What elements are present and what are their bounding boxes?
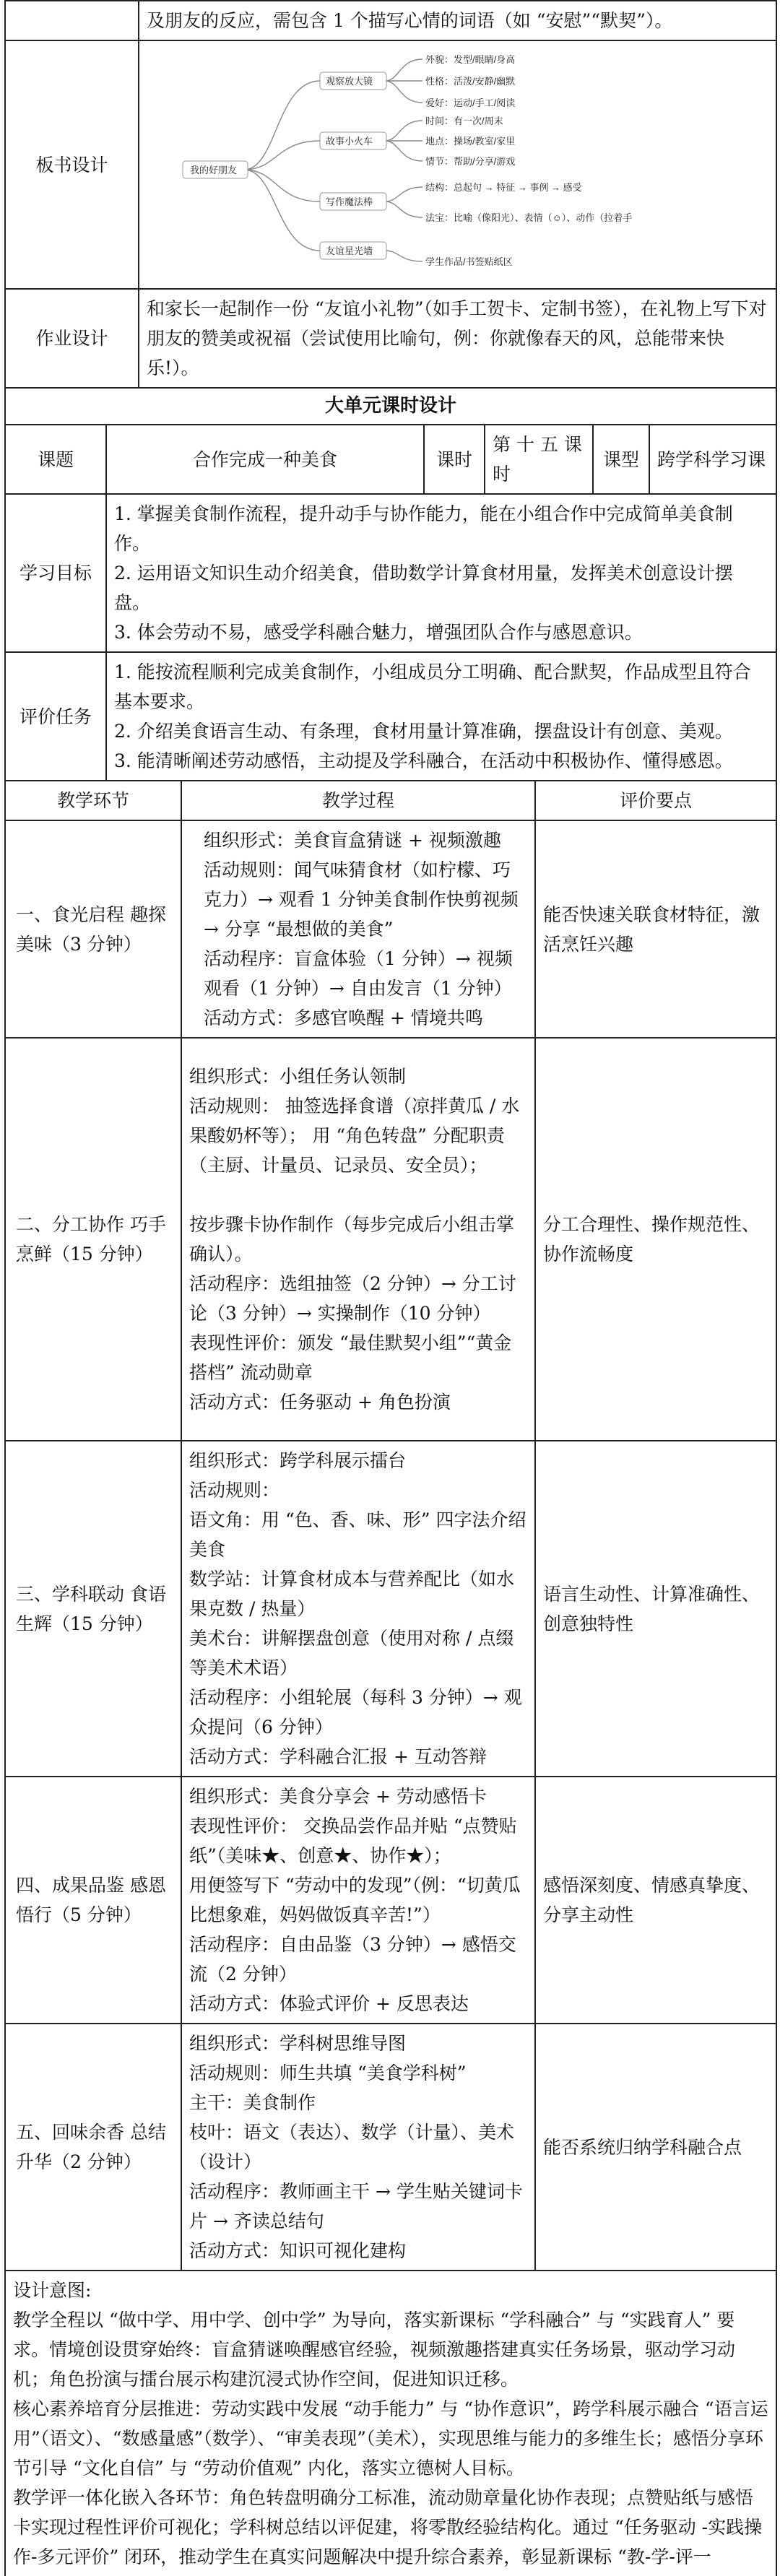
- col-eval-header: 评价要点: [535, 781, 776, 820]
- type-label: 课型: [593, 425, 649, 494]
- unit-title: 大单元课时设计: [5, 388, 776, 425]
- topic-value: 合作完成一种美食: [106, 425, 424, 494]
- process-spacer: [189, 1180, 527, 1210]
- leaf-appearance: 外貌：发型/眼睛/身高: [425, 54, 516, 65]
- leaf-tricks: 法宝：比喻（像阳光）、表情（☺）、动作（拉着手: [425, 212, 633, 223]
- board-design-row: [5, 40, 776, 289]
- stage-eval: 能否快速关联食材特征，激活烹饪兴趣: [535, 820, 776, 1038]
- task-item: 3. 能清晰阐述劳动感悟，主动提及学科融合，在活动中积极协作、懂得感恩。: [114, 750, 733, 771]
- process-line: 美术台：讲解摆盘创意（使用对称 / 点缀等美术术语）: [189, 1628, 514, 1678]
- leaf-time: 时间：有一次/周末: [425, 116, 503, 126]
- goal-item: 1. 掌握美食制作流程，提升动手与协作能力，能在小组合作中完成简单美食制作。: [114, 503, 733, 554]
- process-line: 活动方式：任务驱动 + 角色扮演: [189, 1392, 451, 1413]
- process-table: [4, 780, 777, 2576]
- homework-text: 和家长一起制作一份 “友谊小礼物”（如手工贺卡、定制书签），在礼物上写下对朋友的赞美或祝福（尝试使用比喻句，例：你就像春天的风，总能带来快乐!）。: [139, 289, 776, 388]
- unit-design-table: [4, 387, 777, 781]
- tasks-label: 评价任务: [5, 652, 106, 781]
- process-line: 主干：美食制作: [189, 2092, 316, 2113]
- topic-label: 课题: [5, 425, 106, 494]
- unit-title-row: [5, 388, 776, 425]
- stage-row-4: [5, 1777, 776, 2024]
- leaf-hobby: 爱好：运动/手工/阅读: [425, 97, 516, 108]
- branch-writing: 写作魔法棒: [326, 196, 373, 207]
- process-line: 活动方式：知识可视化建构: [189, 2240, 407, 2261]
- continuation-text: 及朋友的反应，需包含 1 个描写心情的词语（如 “安慰”“默契”）。: [139, 1, 776, 40]
- process-line: 用便签写下 “劳动中的发现”（例：“切黄瓜比想象难，妈妈做饭真辛苦!”）: [189, 1875, 521, 1925]
- process-line: 组织形式：美食盲盒猜谜 + 视频激趣: [204, 830, 501, 851]
- period-value: 第 十 五 课时: [485, 425, 593, 494]
- stage-process: [181, 1777, 535, 2024]
- lesson-plan-table-top: [4, 0, 777, 389]
- stage-name: 二、分工协作 巧手烹鲜（15 分钟）: [5, 1038, 181, 1441]
- process-line: 活动方式：体验式评价 + 反思表达: [189, 1993, 469, 2014]
- homework-row: [5, 289, 776, 388]
- branch-observe: 观察放大镜: [326, 76, 373, 87]
- stage-process: [181, 2024, 535, 2271]
- tasks-row: [5, 652, 776, 781]
- stage-process: [181, 1038, 535, 1441]
- process-header-row: [5, 781, 776, 820]
- leaf-structure: 结构：总起句 → 特征 → 事例 → 感受: [425, 182, 582, 193]
- design-paragraph: 教学全程以 “做中学、用中学、创中学” 为导向，落实新课标 “学科融合” 与 “实践育人” 要求。情境创设贯穿始终：盲盒猜谜唤醒感官经验，视频激趣搭建真实任务场景，驱动学习动机；角色扮演与擂台展示构建沉浸式协作空间，促进知识迁移。: [13, 2310, 736, 2390]
- continuation-row: [5, 1, 776, 40]
- board-design-label: 板书设计: [5, 40, 139, 289]
- stage-row-1: [5, 820, 776, 1038]
- stage-process: [181, 820, 535, 1038]
- goals-row: [5, 494, 776, 652]
- leaf-works: 学生作品/书签贴纸区: [425, 256, 513, 267]
- mindmap-diagram: [139, 41, 775, 279]
- design-paragraph: 核心素养培育分层推进：劳动实践中发展 “动手能力” 与 “协作意识”，跨学科展示融合 “语言运用”（语文）、“数感量感”（数学）、“审美表现”（美术），实现思维与能力的多维生长；感悟分享环节引导 “文化自信” 与 “劳动价值观” 内化，落实立德树人目标。: [13, 2398, 768, 2479]
- task-item: 2. 介绍美食语言生动、有条理，食材用量计算准确，摆盘设计有创意、美观。: [114, 721, 733, 742]
- process-line: 活动程序：小组轮展（每科 3 分钟）→ 观众提问（6 分钟）: [189, 1687, 522, 1738]
- process-line: 枝叶：语文（表达）、数学（计量）、美术（设计）: [189, 2122, 515, 2172]
- process-line: 组织形式：小组任务认领制: [189, 1066, 407, 1087]
- stage-row-2: [5, 1038, 776, 1441]
- stage-eval: 感悟深刻度、情感真挚度、分享主动性: [535, 1777, 776, 2024]
- goals-label: 学习目标: [5, 494, 106, 652]
- stage-name: 四、成果品鉴 感恩悟行（5 分钟）: [5, 1777, 181, 2024]
- col-stage-header: 教学环节: [5, 781, 181, 820]
- stage-row-3: [5, 1441, 776, 1777]
- process-line: 组织形式：跨学科展示擂台: [189, 1450, 407, 1471]
- col-process-header: 教学过程: [181, 781, 535, 820]
- process-line: 活动规则： 抽签选择食谱（凉拌黄瓜 / 水果酸奶杯等）； 用 “角色转盘” 分配职责（主厨、计量员、记录员、安全员）；: [189, 1096, 520, 1176]
- stage-name: 三、学科联动 食语生辉（15 分钟）: [5, 1441, 181, 1777]
- process-line: 语文角：用 “色、香、味、形” 四字法介绍美食: [189, 1509, 526, 1560]
- homework-label: 作业设计: [5, 289, 139, 388]
- stage-eval: 语言生动性、计算准确性、创意独特性: [535, 1441, 776, 1777]
- stage-name: 五、回味余香 总结升华（2 分钟）: [5, 2024, 181, 2271]
- goals-cell: [106, 494, 776, 652]
- process-line: 组织形式：美食分享会 + 劳动感悟卡: [189, 1786, 487, 1807]
- goal-item: 3. 体会劳动不易，感受学科融合魅力，增强团队合作与感恩意识。: [114, 622, 643, 643]
- process-line: 活动方式：学科融合汇报 + 互动答辩: [189, 1746, 487, 1767]
- design-intent-label: 设计意图:: [13, 2280, 92, 2301]
- process-line: 活动规则：师生共填 “美食学科树”: [189, 2063, 467, 2083]
- process-line: 活动方式：多感官唤醒 + 情境共鸣: [204, 1007, 483, 1028]
- topic-row: [5, 425, 776, 494]
- process-line: 活动程序：选组抽签（2 分钟）→ 分工讨论（3 分钟）→ 实操制作（10 分钟）: [189, 1273, 516, 1324]
- process-line: 活动程序：教师画主干 → 学生贴关键词卡片 → 齐读总结句: [189, 2181, 523, 2232]
- design-intent-cell: [5, 2271, 776, 2576]
- stage-row-5: [5, 2024, 776, 2271]
- leaf-personality: 性格：活泼/安静/幽默: [425, 76, 516, 87]
- process-line: 表现性评价：颁发 “最佳默契小组”“黄金搭档” 流动勋章: [189, 1332, 512, 1383]
- design-paragraph: 教学评一体化嵌入各环节：角色转盘明确分工标准，流动勋章量化协作表现；点赞贴纸与感悟卡实现过程性评价可视化；学科树总结以评促建，将零散经验结构化。通过 “任务驱动 -实践操作-多元评价” 闭环，推动学生在真实问题解决中提升综合素养，彰显新课标 “教-学-评一: [13, 2487, 763, 2567]
- type-value: 跨学科学习课: [649, 425, 776, 494]
- stage-name: 一、食光启程 趣探美味（3 分钟）: [5, 820, 181, 1038]
- goal-item: 2. 运用语文知识生动介绍美食，借助数学计算食材用量，发挥美术创意设计摆盘。: [114, 563, 733, 613]
- design-intent-row: [5, 2271, 776, 2576]
- period-label: 课时: [424, 425, 485, 494]
- branch-wall: 友谊星光墙: [326, 246, 373, 256]
- process-line: 组织形式：学科树思维导图: [189, 2033, 407, 2054]
- mindmap-cell: [139, 40, 776, 289]
- process-line: 按步骤卡协作制作（每步完成后小组击掌确认）。: [189, 1214, 515, 1265]
- leaf-plot: 情节：帮助/分享/游戏: [425, 156, 516, 167]
- process-line: 表现性评价： 交换品尝作品并贴 “点赞贴纸”（美味★、创意★、协作★）；: [189, 1816, 517, 1866]
- process-line: 活动程序：自由品鉴（3 分钟）→ 感悟交流（2 分钟）: [189, 1934, 516, 1985]
- task-item: 1. 能按流程顺利完成美食制作，小组成员分工明确、配合默契，作品成型且符合基本要求。: [114, 662, 751, 712]
- process-line: 活动程序：盲盒体验（1 分钟）→ 视频观看（1 分钟）→ 自由发言（1 分钟）: [204, 948, 513, 999]
- stage-eval: 能否系统归纳学科融合点: [535, 2024, 776, 2271]
- stage-eval: 分工合理性、操作规范性、协作流畅度: [535, 1038, 776, 1441]
- stage-process: [181, 1441, 535, 1777]
- mindmap-center: 我的好朋友: [190, 165, 238, 175]
- document-page: [4, 0, 776, 2576]
- process-line: 活动规则：: [189, 1480, 280, 1501]
- tasks-cell: [106, 652, 776, 781]
- process-line: 活动规则：闻气味猜食材（如柠檬、巧克力）→ 观看 1 分钟美食制作快剪视频 → 分享 “最想做的美食”: [204, 859, 519, 940]
- process-line: 数学站：计算食材成本与营养配比（如水果克数 / 热量）: [189, 1569, 515, 1619]
- branch-story: 故事小火车: [326, 136, 373, 147]
- leaf-place: 地点：操场/教室/家里: [425, 136, 516, 147]
